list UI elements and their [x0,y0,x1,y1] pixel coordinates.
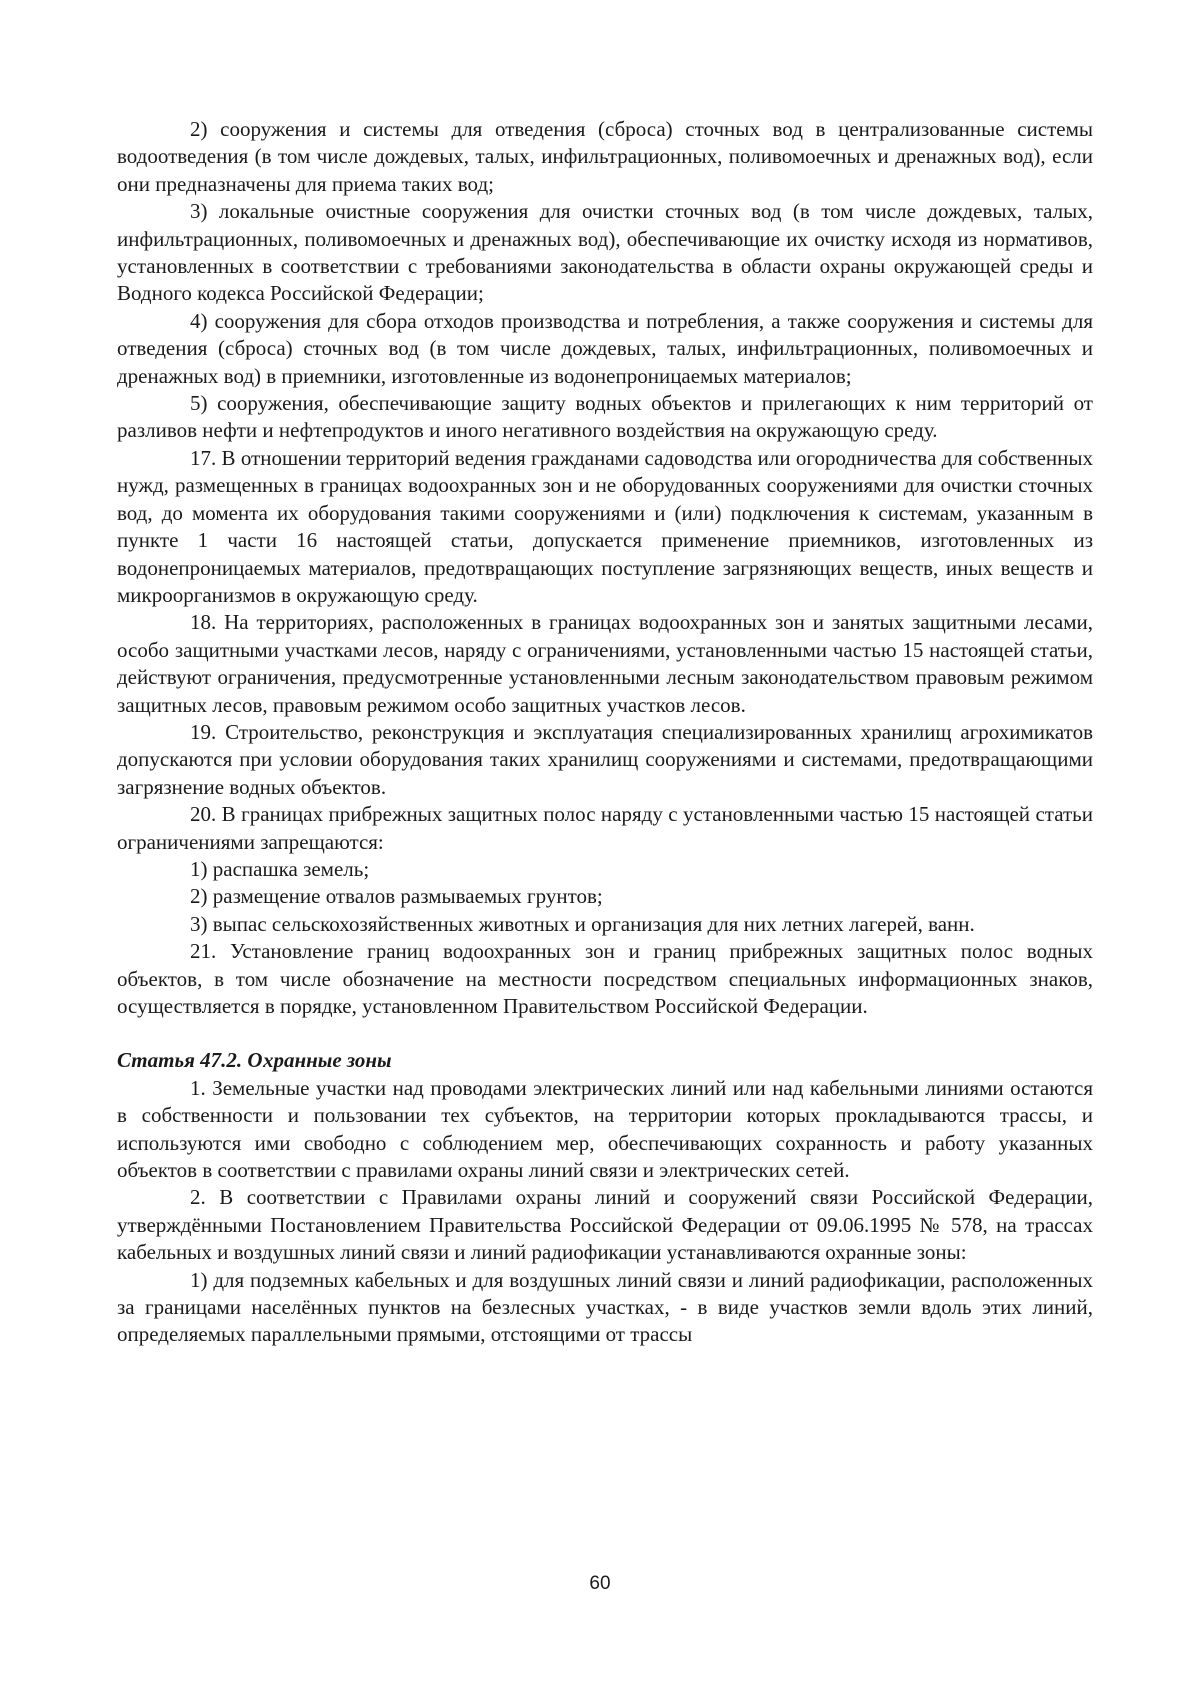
page-number: 60 [589,1573,611,1594]
list-item: 2) размещение отвалов размываемых грунтов; [190,884,603,909]
paragraph: 2. В соответствии с Правилами охраны линий и сооружений связи Российской Федерации, утверждёнными Постановлением Правительства Российской Федерации от 09.06.1995 № 578, на трассах кабельных и воздушных линий связи и линий радиофикации устанавливаются охранные зоны: [117,1185,1093,1265]
paragraph: 20. В границах прибрежных защитных полос наряду с установленными частью 15 настоящей статьи ограничениями запрещаются: [117,802,1093,854]
paragraph: 19. Строительство, реконструкция и эксплуатация специализированных хранилищ агрохимикатов допускаются при условии оборудования таких хранилищ сооружениями и системами, предотвращающими загрязнение водных объектов. [117,719,1093,799]
paragraph: 17. В отношении территорий ведения гражданами садоводства или огородничества для собственных нужд, размещенных в границах водоохранных зон и не оборудованных сооружениями для очистки сточных вод, до момента их оборудования такими сооружениями и (или) подключения к системам, указанным в пункте 1 части 16 настоящей статьи, допускается применение приемников, изготовленных из водонепроницаемых материалов, предотвращающих поступление загрязняющих веществ, иных веществ и микроорганизмов в окружающую среду. [117,445,1093,607]
list-item: 3) выпас сельскохозяйственных животных и организация для них летних лагерей, ванн. [190,911,975,936]
paragraph: 21. Установление границ водоохранных зон и границ прибрежных защитных полос водных объектов, в том числе обозначение на местности посредством специальных информационных знаков, осуществляется в порядке, установленном Правительством Российской Федерации. [117,939,1093,1018]
list-item: 1) распашка земель; [190,856,370,881]
document-body [117,116,1093,1349]
paragraph: 1. Земельные участки над проводами электрических линий или над кабельными линиями остаются в собственности и пользовании тех субъектов, на территории которых прокладываются трассы, и используются ими свободно с соблюдением мер, обеспечивающих сохранность и работу указанных объектов в соответствии с правилами охраны линий связи и электрических сетей. [117,1075,1093,1183]
section-spacer [117,1020,1093,1047]
paragraph: 2) сооружения и системы для отведения (сброса) сточных вод в централизованные системы водоотведения (в том числе дождевых, талых, инфильтрационных, поливомоечных и дренажных вод), если они предназначены для приема таких вод; [117,117,1093,196]
paragraph: 1) для подземных кабельных и для воздушных линий связи и линий радиофикации, расположенных за границами населённых пунктов на безлесных участках, - в виде участков земли вдоль этих линий, определяемых параллельными прямыми, отстоящими от трассы [117,1267,1093,1347]
paragraph: 18. На территориях, расположенных в границах водоохранных зон и занятых защитными лесами, особо защитными участками лесов, наряду с ограничениями, установленными частью 15 настоящей статьи, действуют ограничения, предусмотренные установленными лесным законодательством правовым режимом защитных лесов, правовым режимом особо защитных участков лесов. [117,610,1093,717]
paragraph: 3) локальные очистные сооружения для очистки сточных вод (в том числе дождевых, талых, инфильтрационных, поливомоечных и дренажных вод), обеспечивающие их очистку исходя из нормативов, установленных в соответствии с требованиями законодательства в области охраны окружающей среды и Водного кодекса Российской Федерации; [117,199,1093,306]
paragraph: 4) сооружения для сбора отходов производства и потребления, а также сооружения и системы для отведения (сброса) сточных вод (в том числе дождевых, талых, инфильтрационных, поливомоечных и дренажных вод) в приемники, изготовленные из водонепроницаемых материалов; [117,308,1093,388]
paragraph: 5) сооружения, обеспечивающие защиту водных объектов и прилегающих к ним территорий от разливов нефти и нефтепродуктов и иного негативного воздействия на окружающую среду. [117,391,1093,443]
article-heading: Статья 47.2. Охранные зоны [117,1048,392,1073]
